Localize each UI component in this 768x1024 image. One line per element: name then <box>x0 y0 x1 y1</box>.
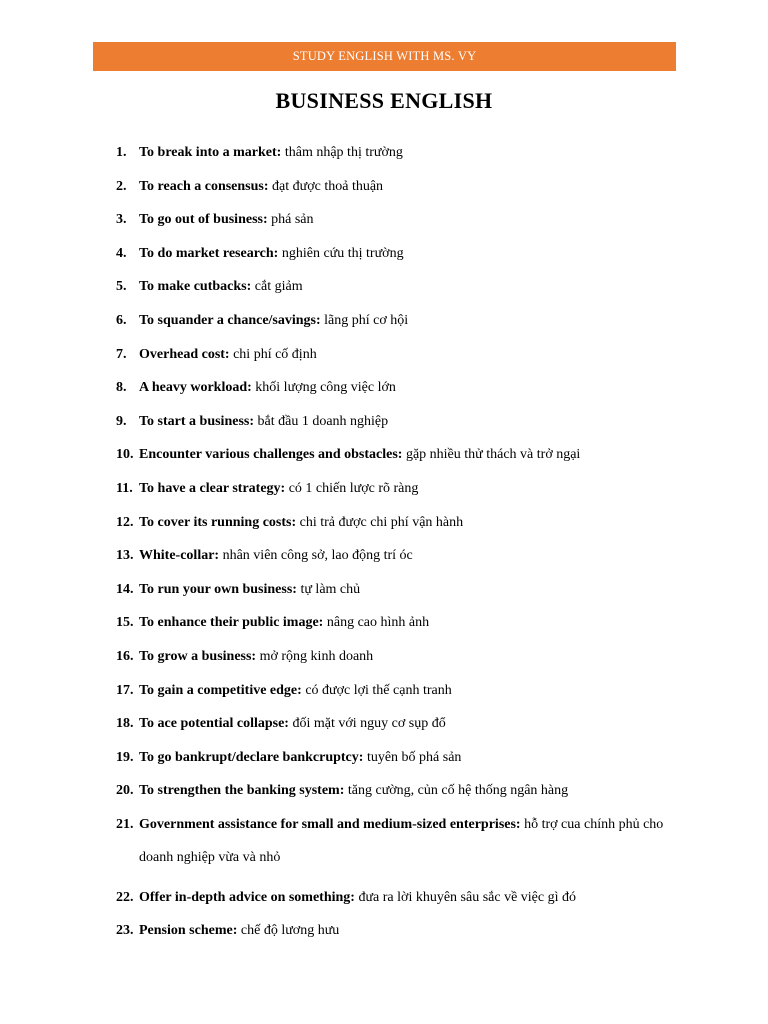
header-banner <box>93 42 676 71</box>
meaning: nghiên cứu thị trường <box>281 245 404 261</box>
page-title: BUSINESS ENGLISH <box>275 88 493 113</box>
list-item-body <box>139 779 696 802</box>
list-item <box>116 712 696 735</box>
list-item <box>116 919 696 942</box>
list-item-body <box>139 746 696 769</box>
list-item <box>116 477 696 500</box>
list-item <box>116 410 696 433</box>
list-item-body <box>139 679 696 702</box>
list-item <box>116 242 696 265</box>
list-item-body <box>139 712 696 735</box>
meaning: tuyên bố phá sản <box>366 749 462 765</box>
list-item <box>116 141 696 164</box>
term: Offer in-depth advice on something: <box>139 889 355 905</box>
list-item-number: 10. <box>116 447 134 463</box>
term: To cover its running costs: <box>139 514 297 530</box>
term: To ace potential collapse: <box>139 716 289 732</box>
list-item <box>116 208 696 231</box>
term: Government assistance for small and medium-sized enterprises: <box>139 816 521 832</box>
list-item-body <box>139 886 696 909</box>
list-item <box>116 679 696 702</box>
list-item <box>116 376 696 399</box>
list-item-number: 7. <box>116 346 127 362</box>
list-item-body <box>139 578 696 601</box>
term: White-collar: <box>139 548 220 564</box>
list-item-number: 20. <box>116 783 134 799</box>
term: To have a clear strategy: <box>139 480 286 496</box>
list-item-body <box>139 544 696 567</box>
term: To go out of business: <box>139 212 268 228</box>
term: Overhead cost: <box>139 346 230 362</box>
term: To strengthen the banking system: <box>139 783 345 799</box>
meaning: chi phí cố định <box>233 346 317 362</box>
meaning: hỗ trợ cua chính phủ cho doanh nghiệp vừa và nhỏ <box>139 816 664 866</box>
term: To go bankrupt/declare bankcruptcy: <box>139 749 364 765</box>
list-item-number: 8. <box>116 380 127 396</box>
term: To enhance their public image: <box>139 615 324 631</box>
list-item <box>116 309 696 332</box>
list-item <box>116 813 696 875</box>
term: Pension scheme: <box>139 923 238 939</box>
list-item <box>116 511 696 534</box>
meaning: tăng cường, củn cố hệ thống ngân hàng <box>347 783 569 799</box>
list-item-number: 2. <box>116 178 127 194</box>
meaning: đạt được thoả thuận <box>272 178 384 194</box>
list-item-body <box>139 275 696 298</box>
vocabulary-list <box>116 141 696 953</box>
meaning: phá sản <box>271 212 314 228</box>
list-item <box>116 578 696 601</box>
meaning: mở rộng kinh doanh <box>259 648 374 664</box>
meaning: đưa ra lời khuyên sâu sắc về việc gì đó <box>358 889 577 905</box>
meaning: gặp nhiều thử thách và trở ngại <box>405 447 581 463</box>
meaning: có 1 chiến lược rõ ràng <box>288 480 419 496</box>
list-item <box>116 645 696 668</box>
term: To grow a business: <box>139 648 257 664</box>
list-item-number: 19. <box>116 749 134 765</box>
list-item-number: 1. <box>116 145 127 160</box>
list-item-body <box>139 443 696 466</box>
meaning: lãng phí cơ hội <box>324 312 409 328</box>
list-item <box>116 611 696 634</box>
list-item <box>116 886 696 909</box>
list-item-body <box>139 611 696 634</box>
list-item-body <box>139 477 696 500</box>
list-item-number: 9. <box>116 413 127 429</box>
term: To break into a market: <box>139 145 282 160</box>
list-item-number: 22. <box>116 889 134 905</box>
header-banner-text: STUDY ENGLISH WITH MS. VY <box>292 49 477 63</box>
term: To start a business: <box>139 413 255 429</box>
term: To reach a consensus: <box>139 178 269 194</box>
list-item-number: 13. <box>116 548 134 564</box>
list-item-number: 11. <box>116 480 133 496</box>
list-item-number: 4. <box>116 245 127 261</box>
meaning: bắt đầu 1 doanh nghiệp <box>257 413 389 429</box>
term: To run your own business: <box>139 581 297 597</box>
list-item-number: 12. <box>116 514 134 530</box>
list-item-number: 23. <box>116 923 134 939</box>
term: To do market research: <box>139 245 279 261</box>
meaning: đối mặt với nguy cơ sụp đổ <box>292 716 446 732</box>
list-item-number: 18. <box>116 716 134 732</box>
list-item-body <box>139 410 696 433</box>
list-item-body <box>139 376 696 399</box>
list-item <box>116 443 696 466</box>
list-item-number: 17. <box>116 682 134 698</box>
list-item-body <box>139 208 696 231</box>
list-item-body <box>139 919 696 942</box>
term: Encounter various challenges and obstacles: <box>139 447 403 463</box>
list-item-body <box>139 175 696 198</box>
list-item-body <box>139 645 696 668</box>
list-item-body <box>139 141 696 164</box>
list-item-body <box>139 309 696 332</box>
list-item-body <box>139 808 696 875</box>
meaning: chi trả được chi phí vận hành <box>299 514 464 530</box>
list-item-number: 21. <box>116 816 134 832</box>
meaning: nâng cao hình ảnh <box>326 615 430 631</box>
list-item <box>116 343 696 366</box>
term: A heavy workload: <box>139 380 252 396</box>
list-item-number: 14. <box>116 581 134 597</box>
list-item-number: 6. <box>116 312 127 328</box>
term: To squander a chance/savings: <box>139 312 321 328</box>
list-item <box>116 275 696 298</box>
term: To make cutbacks: <box>139 279 252 295</box>
term: To gain a competitive edge: <box>139 682 302 698</box>
meaning: thâm nhập thị trường <box>284 145 403 160</box>
meaning: tự làm chủ <box>300 581 361 597</box>
list-item <box>116 779 696 802</box>
meaning: khối lượng công việc lớn <box>255 380 396 396</box>
list-item-body <box>139 343 696 366</box>
list-item-number: 15. <box>116 615 134 631</box>
list-item <box>116 544 696 567</box>
list-item <box>116 746 696 769</box>
list-item-number: 3. <box>116 212 127 228</box>
list-item-body <box>139 242 696 265</box>
list-item-number: 5. <box>116 279 127 295</box>
meaning: có được lợi thế cạnh tranh <box>305 682 452 698</box>
list-item-number: 16. <box>116 648 134 664</box>
meaning: chế độ lương hưu <box>240 923 340 939</box>
meaning: nhân viên công sở, lao động trí óc <box>222 548 413 564</box>
meaning: cắt giảm <box>254 279 303 295</box>
list-item <box>116 175 696 198</box>
list-item-body <box>139 511 696 534</box>
